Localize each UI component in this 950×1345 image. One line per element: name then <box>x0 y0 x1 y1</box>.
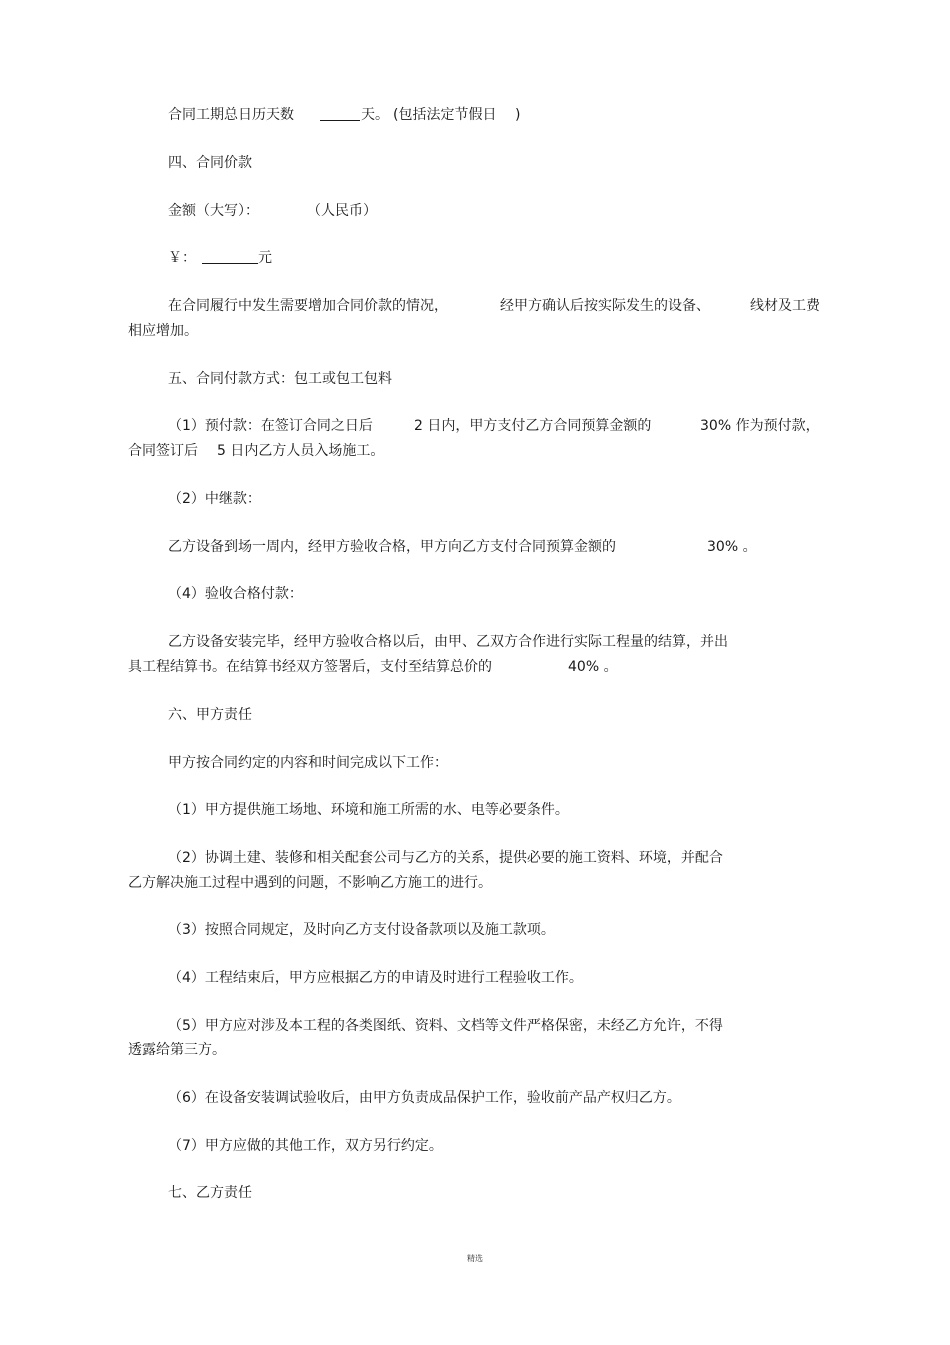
relay-payment-text: 乙方设备到场一周内，经甲方验收合格，甲方向乙方支付合同预算金额的 <box>168 539 616 555</box>
paragraph-increase-end: 相应增加。 <box>128 323 198 339</box>
party-a-intro: 甲方按合同约定的内容和时间完成以下工作： <box>168 755 448 771</box>
amount-uppercase-label: 金额（大写）： <box>168 203 259 219</box>
advance-payment-cont-2: 5 日内乙方人员入场施工。 <box>217 443 385 459</box>
paragraph-increase-3: 线材及工费 <box>750 298 820 314</box>
days-blank <box>320 106 360 121</box>
paragraph-increase: 在合同履行中发生需要增加合同价款的情况， <box>168 298 448 314</box>
days-unit: 天。 <box>361 107 389 123</box>
advance-payment-cont: 合同签订后 <box>128 443 198 459</box>
acceptance-payment-cont: 具工程结算书。在结算书经双方签署后，支付至结算总价的 <box>128 659 492 675</box>
party-a-item-1: （1）甲方提供施工场地、环境和施工所需的水、电等必要条件。 <box>168 802 569 818</box>
section-heading-payment: 五、合同付款方式：包工或包工包料 <box>168 371 392 387</box>
party-a-item-7: （7）甲方应做的其他工作，双方另行约定。 <box>168 1138 443 1154</box>
yen-label: ￥： <box>168 250 196 266</box>
section-heading-price: 四、合同价款 <box>168 155 252 171</box>
yuan-unit: 元 <box>258 250 272 266</box>
paragraph-increase-2: 经甲方确认后按实际发生的设备、 <box>500 298 710 314</box>
acceptance-payment-percent: 40% 。 <box>568 659 618 675</box>
party-a-item-3: （3）按照合同规定，及时向乙方支付设备款项以及施工款项。 <box>168 922 555 938</box>
holiday-note: (包括法定节假日 <box>393 107 497 123</box>
party-a-item-2: （2）协调土建、装修和相关配套公司与乙方的关系，提供必要的施工资料、环境，并配合 <box>168 850 723 866</box>
holiday-note-close: ) <box>515 107 521 123</box>
party-a-item-2-cont: 乙方解决施工过程中遇到的问题，不影响乙方施工的进行。 <box>128 875 492 891</box>
amount-blank <box>202 249 258 264</box>
contract-period-label: 合同工期总日历天数 <box>168 107 294 123</box>
acceptance-payment-label: （4）验收合格付款： <box>168 586 303 602</box>
advance-payment-3: 30% 作为预付款， <box>700 418 820 434</box>
advance-payment-2: 2 日内，甲方支付乙方合同预算金额的 <box>414 418 652 434</box>
section-heading-party-a: 六、甲方责任 <box>168 707 252 723</box>
relay-payment-label: （2）中继款： <box>168 491 261 507</box>
party-a-item-4: （4）工程结束后，甲方应根据乙方的申请及时进行工程验收工作。 <box>168 970 583 986</box>
advance-payment: （1）预付款：在签订合同之日后 <box>168 418 373 434</box>
party-a-item-6: （6）在设备安装调试验收后，由甲方负责成品保护工作，验收前产品产权归乙方。 <box>168 1090 681 1106</box>
acceptance-payment-text: 乙方设备安装完毕，经甲方验收合格以后，由甲、乙双方合作进行实际工程量的结算，并出 <box>168 634 728 650</box>
currency-rmb: （人民币） <box>307 203 377 219</box>
relay-payment-percent: 30% 。 <box>707 539 757 555</box>
section-heading-party-b: 七、乙方责任 <box>168 1185 252 1201</box>
party-a-item-5-cont: 透露给第三方。 <box>128 1042 226 1058</box>
party-a-item-5: （5）甲方应对涉及本工程的各类图纸、资料、文档等文件严格保密，未经乙方允许，不得 <box>168 1018 723 1034</box>
page-footer: 精选 <box>467 1254 483 1263</box>
